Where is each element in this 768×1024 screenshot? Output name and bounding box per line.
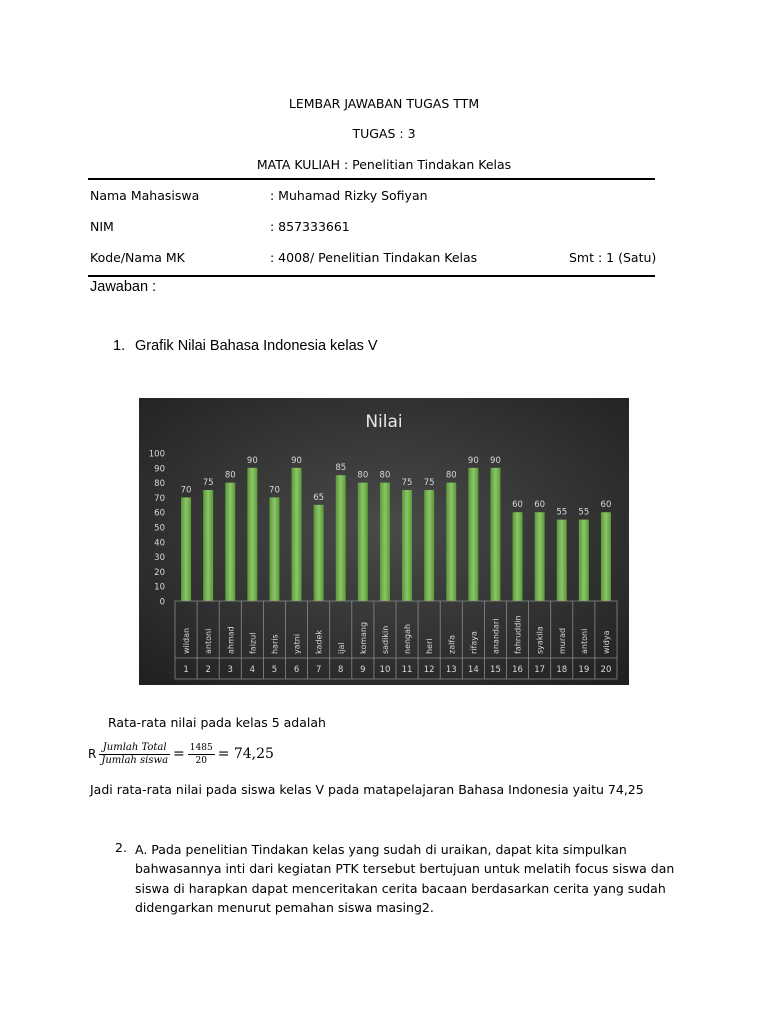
category-number: 11: [401, 665, 413, 675]
bar: [601, 512, 611, 601]
formula-fraction: [99, 742, 170, 767]
data-label: 90: [467, 455, 479, 466]
data-label: 80: [445, 470, 457, 481]
data-label: 85: [335, 463, 347, 474]
bar: [446, 483, 456, 601]
bar: [579, 520, 589, 601]
formula-numerator: Jumlah Total: [99, 742, 170, 755]
formula-result: = 74,25: [217, 746, 274, 762]
category-label: ijal: [336, 642, 346, 654]
category-label: murad: [557, 627, 567, 654]
course-title: MATA KULIAH : Penelitian Tindakan Kelas: [256, 157, 512, 172]
y-tick-label: 90: [154, 464, 165, 475]
y-tick-label: 20: [154, 567, 165, 578]
bar: [314, 505, 324, 601]
category-label: nengah: [403, 623, 413, 654]
data-label: 90: [246, 455, 258, 466]
scores-bar-chart: [139, 398, 629, 685]
data-label: 80: [379, 470, 391, 481]
bottom-rule: [88, 275, 655, 277]
bar: [535, 512, 545, 601]
bar: [336, 475, 346, 601]
category-number: 16: [512, 665, 523, 675]
category-label: anandari: [491, 618, 501, 654]
category-table: [175, 601, 617, 679]
q1-number: 1.: [113, 338, 126, 354]
category-label: wildan: [182, 627, 192, 654]
name-value: : Muhamad Rizky Sofiyan: [270, 188, 428, 203]
category-label: ahmad: [226, 626, 236, 654]
task-number: TUGAS : 3: [352, 126, 416, 141]
bar: [424, 490, 434, 601]
data-label: 90: [490, 455, 501, 466]
data-label: 75: [423, 478, 435, 488]
data-label: 60: [534, 500, 546, 511]
y-tick-label: 100: [148, 449, 165, 460]
top-rule: [88, 178, 655, 180]
category-number: 3: [227, 665, 233, 675]
q2-text: A. Pada penelitian Tindakan kelas yang sudah di uraikan, dapat kita simpulkan bahwasannya inti dari kegiatan PTK tersebut bertujuan untuk melatih focus siswa dan siswa di harapkan dapat menceritakan cerita bacaan berdasarkan cerita yang sudah didengarkan menurut pemahan siswa masing2.: [135, 842, 675, 915]
category-label: widya: [601, 630, 611, 654]
category-label: faizul: [248, 632, 258, 654]
category-label: yatni: [292, 633, 302, 654]
data-label: 55: [578, 507, 590, 518]
category-number: 6: [293, 665, 300, 675]
category-number: 7: [315, 665, 322, 675]
nim-value: : 857333661: [270, 219, 350, 234]
bar: [269, 497, 279, 601]
y-tick-label: 50: [154, 523, 165, 534]
bar: [402, 490, 412, 601]
data-label: 90: [291, 455, 302, 466]
nim-label: NIM: [90, 219, 114, 234]
formula-total-value: 1485: [189, 742, 213, 753]
bar: [247, 468, 257, 601]
bar: [557, 520, 567, 601]
y-tick-label: 10: [154, 582, 165, 593]
category-label: komang: [358, 621, 368, 654]
y-tick-label: 80: [154, 479, 165, 490]
bar: [468, 468, 478, 601]
formula-values-fraction: [188, 742, 215, 767]
y-tick-label: 70: [154, 493, 165, 504]
bar: [203, 490, 213, 601]
data-label: 75: [401, 478, 413, 488]
category-label: syakila: [535, 626, 545, 654]
category-number: 15: [490, 665, 501, 675]
semester: Smt : 1 (Satu): [569, 250, 657, 265]
category-label: kadek: [314, 629, 324, 654]
q1-text: Grafik Nilai Bahasa Indonesia kelas V: [135, 338, 378, 354]
formula-denominator: Jumlah siswa: [101, 754, 169, 766]
category-number: 8: [338, 665, 344, 675]
category-number: 17: [534, 665, 546, 675]
data-label: 80: [357, 470, 369, 481]
category-number: 18: [556, 665, 568, 675]
category-number: 14: [467, 665, 479, 675]
name-label: Nama Mahasiswa: [90, 188, 200, 203]
category-label: zalfa: [447, 634, 457, 654]
formula-count-value: 20: [195, 755, 207, 766]
y-tick-label: 60: [154, 508, 165, 519]
y-tick-label: 40: [154, 538, 165, 549]
bar: [513, 512, 523, 601]
category-label: sadikin: [380, 625, 390, 654]
average-intro: Rata-rata nilai pada kelas 5 adalah: [108, 715, 326, 730]
category-label: fahruddin: [513, 615, 523, 654]
bar: [490, 468, 500, 601]
data-label: 80: [224, 470, 236, 481]
bar: [358, 483, 368, 601]
category-label: haris: [270, 634, 280, 654]
course-code-label: Kode/Nama MK: [90, 250, 185, 265]
bar: [292, 468, 302, 601]
doc-title: LEMBAR JAWABAN TUGAS TTM: [288, 96, 480, 111]
data-label: 70: [180, 485, 192, 496]
category-number: 19: [578, 665, 590, 675]
category-label: heri: [425, 638, 435, 654]
q2-number: 2.: [115, 840, 127, 855]
y-tick-label: 0: [159, 597, 165, 608]
bar: [380, 483, 390, 601]
data-label: 60: [512, 500, 523, 511]
category-number: 2: [205, 665, 211, 675]
category-label: antoni: [204, 628, 214, 654]
category-number: 5: [271, 665, 278, 675]
category-number: 12: [423, 665, 435, 675]
bar: [225, 483, 235, 601]
average-conclusion: Jadi rata-rata nilai pada siswa kelas V pada matapelajaran Bahasa Indonesia yaitu 74,25: [90, 782, 644, 797]
course-code-value: : 4008/ Penelitian Tindakan Kelas: [270, 250, 478, 265]
data-label: 70: [269, 485, 280, 496]
chart-title: Nilai: [365, 412, 403, 432]
formula-r: R: [88, 747, 97, 761]
category-number: 9: [360, 665, 366, 675]
y-tick-label: 30: [154, 553, 165, 564]
data-label: 65: [313, 492, 325, 503]
data-label: 60: [600, 500, 612, 511]
data-label: 75: [202, 478, 214, 488]
data-label: 55: [556, 507, 568, 518]
bar: [181, 497, 191, 601]
category-number: 4: [249, 665, 256, 675]
formula-equals: =: [173, 746, 185, 762]
category-number: 13: [445, 665, 457, 675]
category-number: 1: [183, 665, 189, 675]
average-formula: [88, 737, 274, 771]
category-number: 10: [379, 665, 391, 675]
category-label: rifaya: [469, 631, 479, 654]
category-label: antoni: [579, 628, 589, 654]
answer-heading: Jawaban :: [90, 279, 157, 295]
category-number: 20: [600, 665, 612, 675]
